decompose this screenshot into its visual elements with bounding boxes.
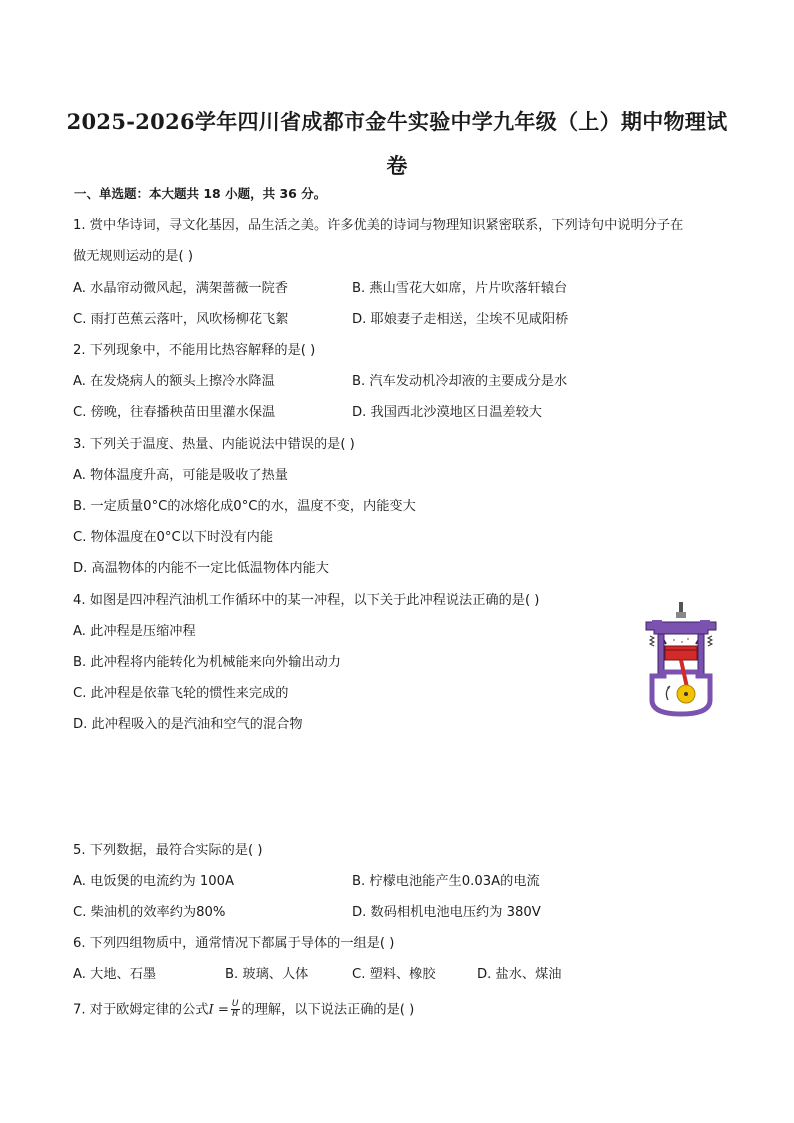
q1-stem-line-2: 做无规则运动的是( ) xyxy=(73,249,193,264)
q2-option-d: D. 我国西北沙漠地区日温差较大 xyxy=(352,405,542,420)
q5-option-c: C. 柴油机的效率约为80% xyxy=(73,905,226,920)
title-line-2: 卷 xyxy=(386,153,408,178)
q3-option-c: C. 物体温度在0°C以下时没有内能 xyxy=(73,530,274,545)
q6-option-d: D. 盐水、煤油 xyxy=(477,967,562,982)
q5-option-d: D. 数码相机电池电压约为 380V xyxy=(352,905,541,920)
q2-option-c: C. 傍晚，往春播秧苗田里灌水保温 xyxy=(73,405,276,420)
q2-option-a: A. 在发烧病人的额头上擦冷水降温 xyxy=(73,374,275,389)
q3-stem: 3. 下列关于温度、热量、内能说法中错误的是( ) xyxy=(73,437,355,452)
q3-option-a: A. 物体温度升高，可能是吸收了热量 xyxy=(73,468,288,483)
q7-stem-suffix: 的理解，以下说法正确的是( ) xyxy=(241,1002,415,1018)
q1-option-a: A. 水晶帘动微风起，满架蔷薇一院香 xyxy=(73,281,288,296)
section-heading: 一、单选题：本大题共 18 小题，共 36 分。 xyxy=(74,186,327,201)
q2-stem: 2. 下列现象中，不能用比热容解释的是( ) xyxy=(73,343,316,358)
q4-option-a: A. 此冲程是压缩冲程 xyxy=(73,624,196,639)
q7-formula-lhs: I = xyxy=(208,1002,229,1018)
q4-option-d: D. 此冲程吸入的是汽油和空气的混合物 xyxy=(73,717,303,732)
q1-option-b: B. 燕山雪花大如席，片片吹落轩辕台 xyxy=(352,281,568,296)
q1-option-d: D. 耶娘妻子走相送，尘埃不见咸阳桥 xyxy=(352,312,569,327)
q4-stem: 4. 如图是四冲程汽油机工作循环中的某一冲程，以下关于此冲程说法正确的是( ) xyxy=(73,593,540,608)
q4-option-b: B. 此冲程将内能转化为机械能来向外输出动力 xyxy=(73,655,341,670)
q7-formula-denominator: R xyxy=(232,1009,239,1019)
q1-option-c: C. 雨打芭蕉云落叶，风吹杨柳花飞絮 xyxy=(73,312,289,327)
q4-option-c: C. 此冲程是依靠飞轮的惯性来完成的 xyxy=(73,686,289,701)
q1-stem-line-1: 1. 赏中华诗词，寻文化基因，品生活之美。许多优美的诗词与物理知识紧密联系，下列诗句中说明分子在 xyxy=(73,218,684,233)
q6-option-b: B. 玻璃、人体 xyxy=(225,967,309,982)
title-line-1: 2025-2026学年四川省成都市金牛实验中学九年级（上）期中物理试 xyxy=(66,109,728,134)
q5-option-b: B. 柠檬电池能产生0.03A的电流 xyxy=(352,874,540,889)
q7-stem xyxy=(73,1000,414,1020)
page-title xyxy=(60,100,734,188)
q2-option-b: B. 汽车发动机冷却液的主要成分是水 xyxy=(352,374,568,389)
q7-formula-fraction xyxy=(231,1000,240,1019)
q7-formula-numerator: U xyxy=(231,999,239,1009)
q7-stem-prefix: 7. 对于欧姆定律的公式 xyxy=(73,1002,209,1018)
piston-icon xyxy=(665,646,697,660)
q3-option-d: D. 高温物体的内能不一定比低温物体内能大 xyxy=(73,561,329,576)
q3-option-b: B. 一定质量0°C的冰熔化成0°C的水，温度不变，内能变大 xyxy=(73,499,416,514)
q5-stem: 5. 下列数据，最符合实际的是( ) xyxy=(73,843,263,858)
q6-stem: 6. 下列四组物质中，通常情况下都属于导体的一组是( ) xyxy=(73,936,395,951)
engine-stroke-figure xyxy=(638,600,724,720)
q6-option-c: C. 塑料、橡胶 xyxy=(352,967,436,982)
q6-option-a: A. 大地、石墨 xyxy=(73,967,157,982)
q5-option-a: A. 电饭煲的电流约为 100A xyxy=(73,874,235,889)
